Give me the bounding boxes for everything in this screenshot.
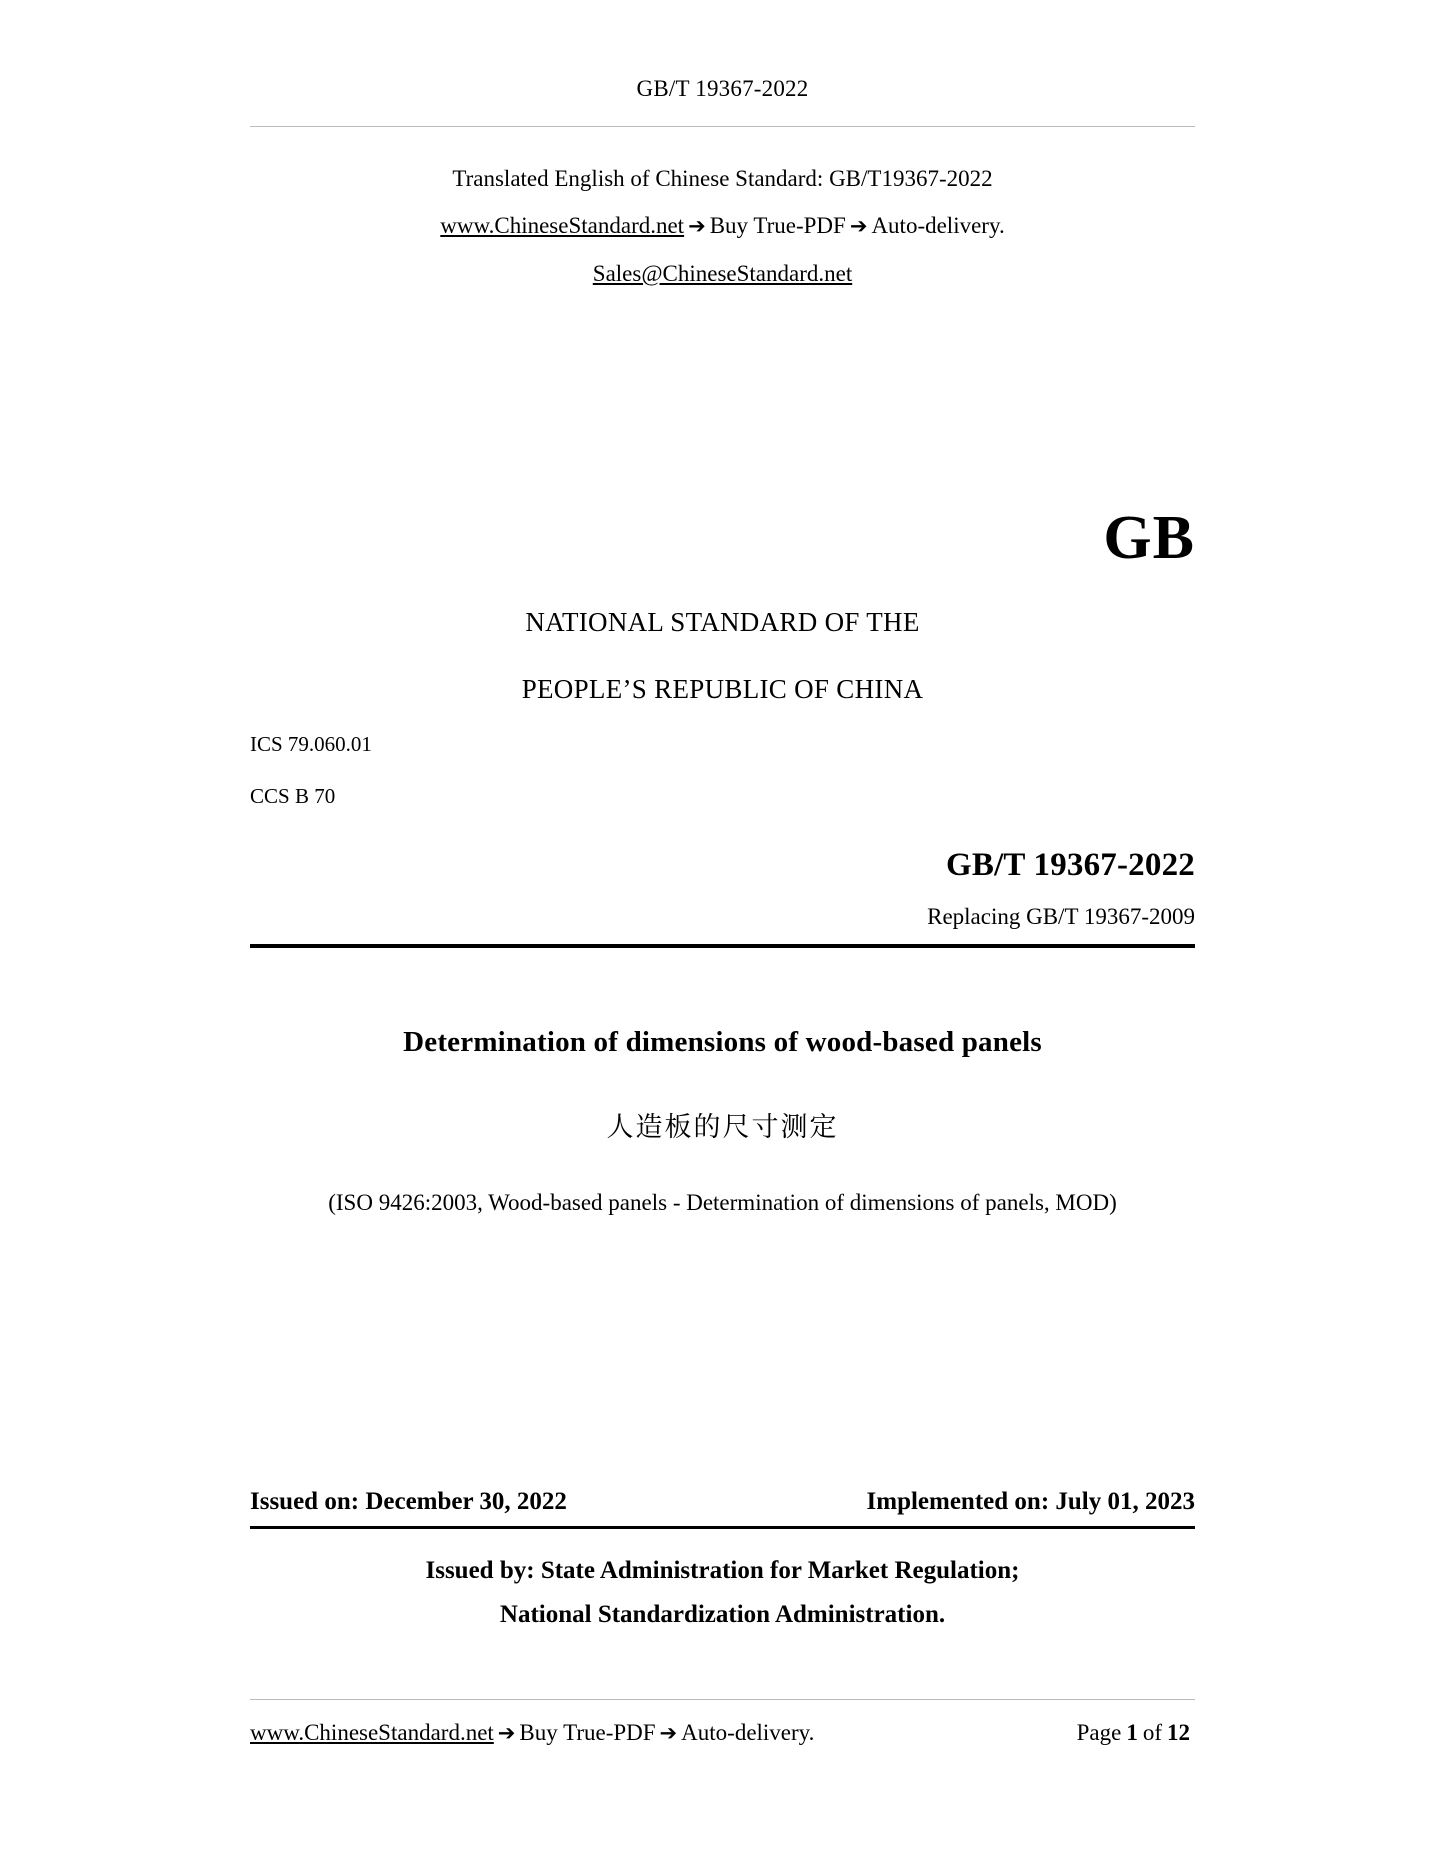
promo-translated-text: Translated English of Chinese Standard: GB/T19367-2022 (452, 166, 993, 191)
promo-link-line (250, 202, 1195, 250)
current-page-number: 1 (1126, 1720, 1138, 1745)
arrow-icon: ➔ (688, 214, 706, 238)
cover-divider (250, 944, 1195, 948)
header-divider (250, 126, 1195, 127)
page-indicator (1077, 1720, 1195, 1746)
page-label: Page (1076, 1720, 1122, 1745)
promo-site-link[interactable]: www.ChineseStandard.net (440, 213, 685, 238)
footer-promo (250, 1720, 814, 1746)
of-label: of (1142, 1720, 1162, 1745)
implemented-on-date: Implemented on: July 01, 2023 (866, 1488, 1195, 1515)
running-title: GB/T 19367-2022 (636, 76, 809, 101)
page-header (250, 0, 1195, 102)
total-page-number: 12 (1167, 1720, 1190, 1745)
arrow-icon: ➔ (849, 214, 868, 238)
issue-divider (250, 1526, 1195, 1529)
standard-title-chinese: 人造板的尺寸测定 (606, 1112, 839, 1143)
replacing-standard: Replacing GB/T 19367-2009 (927, 904, 1195, 929)
ics-code: ICS 79.060.01 (250, 732, 372, 756)
arrow-icon: ➔ (659, 1721, 678, 1745)
promo-translated-line (250, 155, 1195, 202)
footer-divider (250, 1699, 1195, 1700)
national-standard-line-1: NATIONAL STANDARD OF THE (525, 607, 920, 637)
promo-delivery-text: Auto-delivery. (871, 213, 1005, 238)
gb-mark: GB (1103, 504, 1195, 572)
issue-row (250, 1488, 1195, 1516)
arrow-icon: ➔ (497, 1721, 516, 1745)
issued-on-date: Issued on: December 30, 2022 (250, 1488, 567, 1515)
ccs-code: CCS B 70 (250, 784, 336, 808)
promo-block (250, 155, 1195, 297)
footer-buy-text: Buy True-PDF (519, 1720, 656, 1745)
page-footer (250, 1720, 1195, 1746)
standard-title-english: Determination of dimensions of wood-based panels (403, 1026, 1042, 1058)
promo-email-link[interactable]: Sales@ChineseStandard.net (592, 261, 853, 286)
standard-number: GB/T 19367-2022 (945, 847, 1195, 883)
promo-email-line (250, 250, 1195, 297)
footer-site-link[interactable]: www.ChineseStandard.net (250, 1720, 494, 1745)
national-standard-line-2: PEOPLE’S REPUBLIC OF CHINA (521, 674, 924, 704)
iso-correspondence: (ISO 9426:2003, Wood-based panels - Determination of dimensions of panels, MOD) (328, 1190, 1117, 1215)
issuing-bodies (250, 1549, 1195, 1637)
issuing-body-line-1: Issued by: State Administration for Market Regulation; (425, 1557, 1020, 1584)
promo-buy-text: Buy True-PDF (709, 213, 846, 238)
issuing-body-line-2: National Standardization Administration. (499, 1601, 946, 1628)
footer-delivery-text: Auto-delivery. (681, 1720, 815, 1745)
